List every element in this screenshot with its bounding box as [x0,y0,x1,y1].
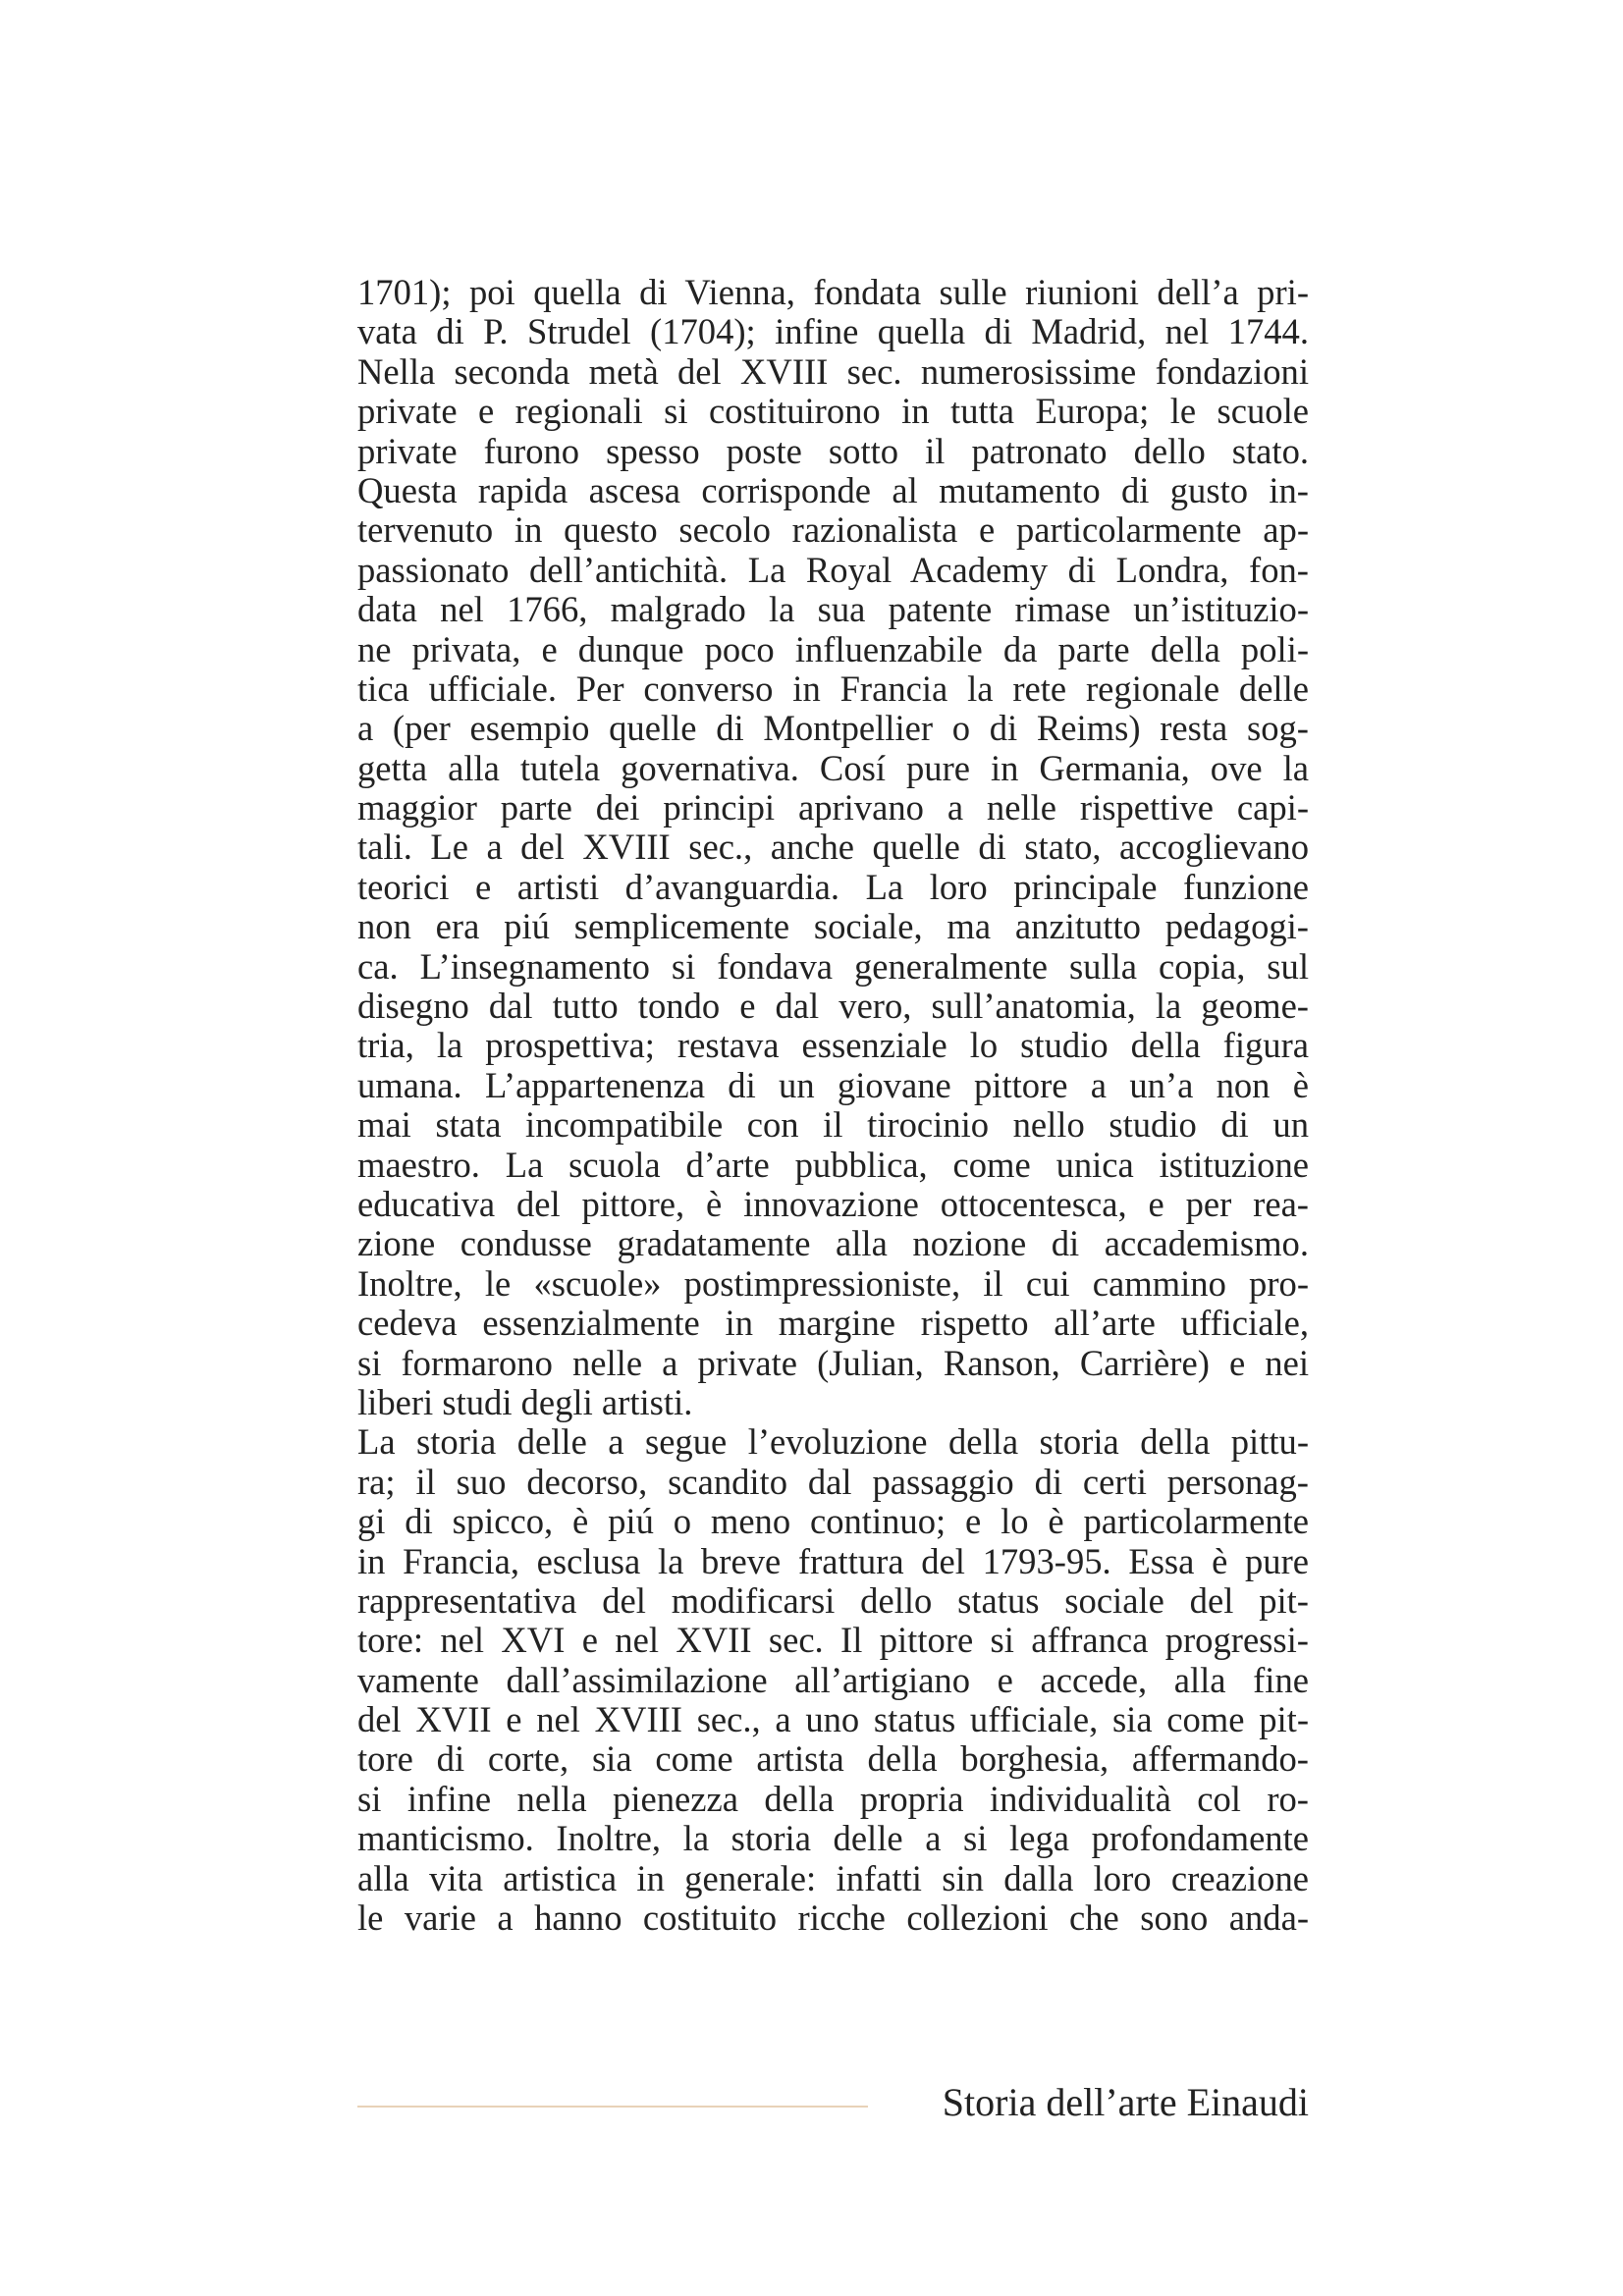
text-line: vata di P. Strudel (1704); infine quella di Madrid, nel 1744. [357,312,1309,352]
text-line: in Francia, esclusa la breve frattura del 1793-95. Essa è pure [357,1541,1309,1581]
text-line: 1701); poi quella di Vienna, fondata sulle riunioni dell’a pri- [357,273,1309,312]
text-line: le varie a hanno costituito ricche collezioni che sono anda- [357,1898,1309,1939]
text-line: disegno dal tutto tondo e dal vero, sull’anatomia, la geome- [357,987,1309,1027]
text-line: liberi studi degli artisti. [357,1382,693,1422]
text-line: si infine nella pienezza della propria individualità col ro- [357,1779,1309,1819]
text-line: data nel 1766, malgrado la sua patente rimase un’istituzio- [357,590,1309,630]
text-line: tore: nel XVI e nel XVII sec. Il pittore si affranca progressi- [357,1621,1309,1661]
text-line: private furono spesso poste sotto il patronato dello stato. [357,431,1309,471]
text-line: getta alla tutela governativa. Cosí pure in Germania, ove la [357,748,1309,788]
footer-title: Storia dell’arte Einaudi [942,2080,1309,2124]
text-line: educativa del pittore, è innovazione ottocentesca, e per rea- [357,1184,1309,1224]
text-line: gi di spicco, è piú o meno continuo; e lo è particolarmente [357,1502,1309,1542]
text-line: ra; il suo decorso, scandito dal passaggio di certi personag- [357,1462,1309,1502]
text-line: Inoltre, le «scuole» postimpressioniste, il cui cammino pro- [357,1263,1309,1304]
text-line: mai stata incompatibile con il tirocinio nello studio di un [357,1105,1309,1146]
text-line: umana. L’appartenenza di un giovane pittore a un’a non è [357,1065,1309,1105]
text-line: maestro. La scuola d’arte pubblica, come unica istituzione [357,1145,1309,1185]
text-line: Nella seconda metà del XVIII sec. numerosissime fondazioni [357,351,1309,392]
text-line: La storia delle a segue l’evoluzione della storia della pittu- [357,1422,1309,1463]
text-line: rappresentativa del modificarsi dello status sociale del pit- [357,1580,1309,1621]
text-line: tore di corte, sia come artista della borghesia, affermando- [357,1739,1309,1780]
text-line: a (per esempio quelle di Montpellier o di Reims) resta sog- [357,709,1309,749]
body-text [357,273,1309,1938]
text-line: tervenuto in questo secolo razionalista e particolarmente ap- [357,510,1309,551]
text-line: cedeva essenzialmente in margine rispetto all’arte ufficiale, [357,1304,1309,1344]
text-line: zione condusse gradatamente alla nozione di accademismo. [357,1224,1309,1264]
text-line: private e regionali si costituirono in tutta Europa; le scuole [357,392,1309,432]
text-line: teorici e artisti d’avanguardia. La loro principale funzione [357,867,1309,907]
text-line: si formarono nelle a private (Julian, Ranson, Carrière) e nei [357,1343,1309,1383]
text-line: maggior parte dei principi aprivano a nelle rispettive capi- [357,788,1309,828]
footer-rule [357,2106,868,2108]
text-line: ne privata, e dunque poco influenzabile da parte della poli- [357,629,1309,669]
text-line: del XVII e nel XVIII sec., a uno status ufficiale, sia come pit- [357,1700,1309,1740]
text-line: manticismo. Inoltre, la storia delle a si lega profondamente [357,1819,1309,1859]
text-line: tria, la prospettiva; restava essenziale lo studio della figura [357,1026,1309,1066]
text-line: passionato dell’antichità. La Royal Academy di Londra, fon- [357,550,1309,590]
text-line: alla vita artistica in generale: infatti sin dalla loro creazione [357,1858,1309,1898]
paragraph-2 [357,1422,1309,1938]
paragraph-1 [357,273,1309,1422]
text-line: vamente dall’assimilazione all’artigiano e accede, alla fine [357,1660,1309,1700]
text-line: tali. Le a del XVIII sec., anche quelle di stato, accoglievano [357,828,1309,868]
text-line: non era piú semplicemente sociale, ma anzitutto pedagogi- [357,907,1309,947]
text-line: tica ufficiale. Per converso in Francia la rete regionale delle [357,668,1309,709]
text-line: Questa rapida ascesa corrisponde al mutamento di gusto in- [357,470,1309,510]
text-line: ca. L’insegnamento si fondava generalmente sulla copia, sul [357,946,1309,987]
